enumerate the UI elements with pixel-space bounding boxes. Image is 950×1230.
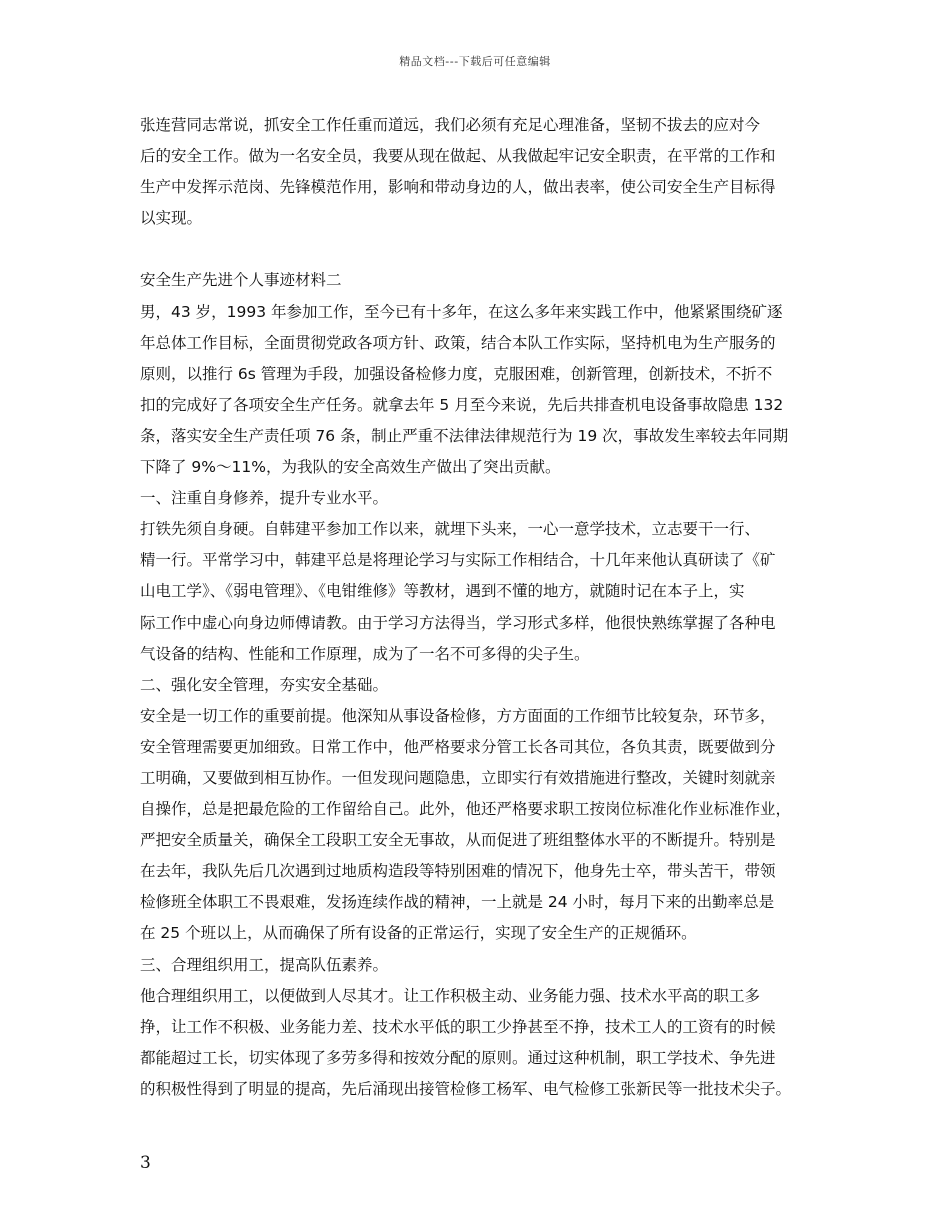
text-line: 年总体工作目标，全面贯彻党政各项方针、政策，结合本队工作实际，坚持机电为生产服务的 xyxy=(140,333,776,352)
paragraph-3 xyxy=(140,514,825,669)
text-line: 的积极性得到了明显的提高，先后涌现出接管检修工杨军、电气检修工张新民等一批技术尖子。 xyxy=(140,1079,792,1098)
text-line: 工明确，又要做到相互协作。一但发现问题隐患，立即实行有效措施进行整改，关键时刻就亲 xyxy=(140,768,776,787)
text-line: 后的安全工作。做为一名安全员，我要从现在做起、从我做起牢记安全职责，在平常的工作和 xyxy=(140,147,776,166)
text-line: 安全是一切工作的重要前提。他深知从事设备检修，方方面面的工作细节比较复杂，环节多， xyxy=(140,706,776,725)
page-number: 3 xyxy=(140,1153,151,1173)
text-line: 他合理组织用工，以便做到人尽其才。让工作积极主动、业务能力强、技术水平高的职工多 xyxy=(140,986,761,1005)
text-line: 检修班全体职工不畏艰难，发扬连续作战的精神，一上就是 24 小时，每月下来的出勤率总是 xyxy=(140,893,775,912)
text-line: 在去年，我队先后几次遇到过地质构造段等特别困难的情况下，他身先士卒，带头苦干，带领 xyxy=(140,862,776,881)
text-line: 精一行。平常学习中，韩建平总是将理论学习与实际工作相结合，十几年来他认真研读了《矿 xyxy=(140,551,776,570)
text-line: 条，落实安全生产责任项 76 条，制止严重不法律法律规范行为 19 次，事故发生率较去年同期 xyxy=(140,426,789,445)
text-line: 严把安全质量关，确保全工段职工安全无事故，从而促进了班组整体水平的不断提升。特别是 xyxy=(140,831,776,850)
text-line: 山电工学》、《弱电管理》、《电钳维修》等教材，遇到不懂的地方，就随时记在本子上，实 xyxy=(140,582,745,601)
text-line: 都能超过工长，切实体现了多劳多得和按效分配的原则。通过这种机制，职工学技术、争先进 xyxy=(140,1048,776,1067)
text-line: 原则，以推行 6s 管理为手段，加强设备检修力度，克服困难，创新管理，创新技术，不折不 xyxy=(140,364,773,383)
subheading-2: 二、强化安全管理，夯实安全基础。 xyxy=(140,675,389,694)
text-line: 打铁先须自身硬。自韩建平参加工作以来，就埋下头来，一心一意学技术，立志要干一行、 xyxy=(140,520,761,539)
text-line: 安全管理需要更加细致。日常工作中，他严格要求分管工长各司其位，各负其责，既要做到分 xyxy=(140,737,776,756)
text-line: 际工作中虚心向身边师傅请教。由于学习方法得当，学习形式多样，他很快熟练掌握了各种电 xyxy=(140,613,776,632)
subheading-1: 一、注重自身修养，提升专业水平。 xyxy=(140,489,389,508)
document-body xyxy=(140,110,825,1105)
text-line: 挣，让工作不积极、业务能力差、技术水平低的职工少挣甚至不挣，技术工人的工资有的时候 xyxy=(140,1017,776,1036)
subheading-3: 三、合理组织用工，提高队伍素养。 xyxy=(140,955,389,974)
paragraph-1 xyxy=(140,110,825,234)
text-line: 男，43 岁，1993 年参加工作，至今已有十多年，在这么多年来实践工作中，他紧紧围绕矿逐 xyxy=(140,302,783,321)
paragraph-4 xyxy=(140,701,825,950)
text-line: 扣的完成好了各项安全生产任务。就拿去年 5 月至今来说，先后共排查机电设备事故隐患 132 xyxy=(140,395,784,414)
section-title: 安全生产先进个人事迹材料二 xyxy=(140,271,342,290)
text-line: 以实现。 xyxy=(140,209,203,228)
page-header: 精品文档---下载后可任意编辑 xyxy=(399,55,551,68)
blank-line xyxy=(140,234,825,265)
text-line: 下降了 9%～11%，为我队的安全高效生产做出了突出贡献。 xyxy=(140,458,561,477)
paragraph-2 xyxy=(140,297,825,484)
text-line: 自操作，总是把最危险的工作留给自己。此外，他还严格要求职工按岗位标准化作业标准作业， xyxy=(140,800,792,819)
paragraph-5 xyxy=(140,981,825,1105)
text-line: 在 25 个班以上，从而确保了所有设备的正常运行，实现了安全生产的正规循环。 xyxy=(140,924,697,943)
text-line: 生产中发挥示范岗、先锋模范作用，影响和带动身边的人，做出表率，使公司安全生产目标得 xyxy=(140,178,776,197)
text-line: 气设备的结构、性能和工作原理，成为了一名不可多得的尖子生。 xyxy=(140,644,590,663)
text-line: 张连营同志常说，抓安全工作任重而道远，我们必须有充足心理准备，坚韧不拔去的应对今 xyxy=(140,116,761,134)
